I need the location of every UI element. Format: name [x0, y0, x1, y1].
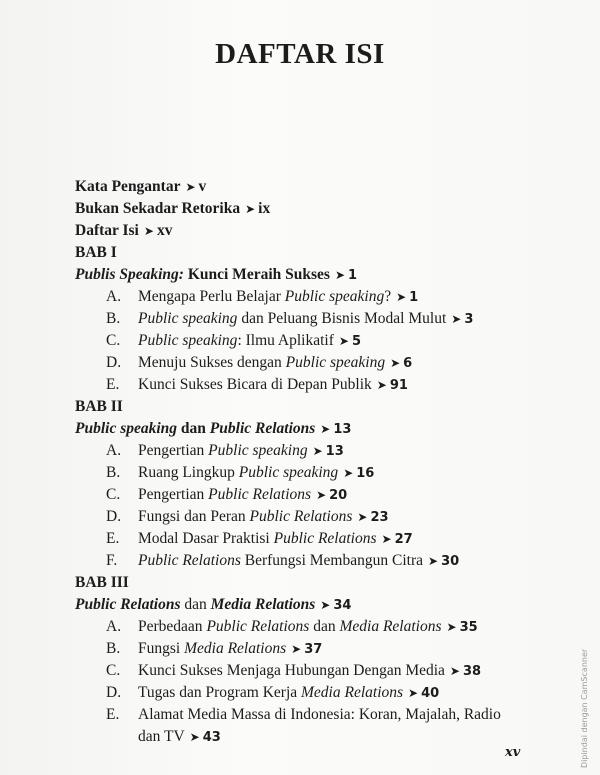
item-letter: D. — [106, 354, 122, 371]
item-text: Ruang Lingkup — [138, 464, 239, 481]
entry-label: Bukan Sekadar Retorika — [75, 200, 241, 217]
item-text: Pengertian — [138, 486, 209, 503]
entry-page: ix — [258, 200, 271, 217]
item-text: Mengapa Perlu Belajar — [138, 288, 285, 305]
item-text-italic: Public Relations — [208, 486, 312, 503]
arrow-icon: ➤ — [334, 268, 345, 282]
arrow-icon: ➤ — [449, 664, 460, 678]
arrow-icon: ➤ — [185, 180, 196, 194]
item-text-post: ? — [384, 288, 392, 305]
item-text-italic: Public speaking — [284, 288, 385, 305]
toc-entry-kata-pengantar — [75, 177, 206, 197]
entry-label: Kata Pengantar — [75, 178, 181, 195]
bab3-title-italic: Public Relations — [75, 596, 181, 613]
item-letter: B. — [106, 310, 121, 327]
bab1-title-rest: Kunci Meraih Sukses — [183, 266, 330, 283]
page-title: DAFTAR ISI — [215, 38, 385, 70]
item-letter: F. — [106, 552, 118, 569]
bab2-title — [75, 419, 351, 440]
item-letter: C. — [106, 662, 121, 679]
arrow-icon: ➤ — [343, 466, 354, 480]
item-text-italic: Public speaking — [208, 442, 308, 459]
bab3-title-italic2: Media Relations — [210, 596, 316, 613]
item-page: 40 — [421, 686, 440, 701]
item-text: Kunci Sukses Menjaga Hubungan Dengan Media — [138, 662, 445, 679]
item-text: Pengertian — [138, 442, 209, 459]
arrow-icon: ➤ — [320, 422, 331, 436]
bab1-title — [75, 265, 357, 286]
item-text-italic: Public speaking — [138, 332, 238, 349]
item-text-italic: Media Relations — [301, 684, 404, 701]
item-text-post: Berfungsi Membangun Citra — [240, 552, 423, 569]
arrow-icon: ➤ — [390, 356, 401, 370]
item-text: Kunci Sukses Bicara di Depan Publik — [138, 376, 372, 393]
item-text-italic: Public speaking — [285, 354, 386, 371]
item-letter: E. — [106, 376, 120, 393]
arrow-icon: ➤ — [291, 642, 302, 656]
arrow-icon: ➤ — [312, 444, 323, 458]
arrow-icon: ➤ — [316, 488, 327, 502]
item-letter: C. — [106, 486, 121, 503]
arrow-icon: ➤ — [189, 730, 200, 744]
bab2-title-mid: dan — [177, 420, 210, 437]
item-letter: D. — [106, 684, 122, 701]
entry-page: v — [198, 178, 207, 195]
arrow-icon: ➤ — [357, 510, 368, 524]
bab3-page: 34 — [333, 598, 352, 613]
item-text: Perbedaan — [138, 618, 207, 635]
item-text-line2: dan TV — [138, 728, 185, 745]
item-text-italic: Media Relations — [184, 640, 287, 657]
item-text: Menuju Sukses dengan — [138, 354, 286, 371]
item-text-italic: Public Relations — [138, 552, 241, 569]
bab2-heading: BAB II — [75, 398, 123, 415]
bab3-heading: BAB III — [75, 574, 129, 591]
bab1-title-italic: Publis Speaking: — [75, 266, 184, 283]
item-letter: E. — [106, 530, 120, 547]
bab1-heading: BAB I — [75, 244, 117, 261]
arrow-icon: ➤ — [446, 620, 457, 634]
toc-entry-bukan-sekadar — [75, 199, 270, 219]
item-letter: D. — [106, 508, 122, 525]
arrow-icon: ➤ — [376, 378, 387, 392]
toc-entry-daftar-isi — [75, 221, 172, 241]
item-text-italic: Public speaking — [138, 310, 238, 327]
item-text: Alamat Media Massa di Indonesia: Koran, Majalah, Radio — [138, 706, 501, 723]
item-letter: A. — [106, 442, 122, 459]
item-page: 43 — [202, 730, 221, 745]
arrow-icon: ➤ — [451, 312, 462, 326]
arrow-icon: ➤ — [338, 334, 349, 348]
entry-label: Daftar Isi — [75, 222, 139, 239]
arrow-icon: ➤ — [428, 554, 439, 568]
item-page: 91 — [389, 378, 408, 393]
item-text: Tugas dan Program Kerja — [138, 684, 302, 701]
item-page: 5 — [351, 334, 361, 349]
item-page: 6 — [403, 356, 413, 371]
item-text-post: dan Peluang Bisnis Modal Mulut — [237, 310, 447, 327]
item-letter: C. — [106, 332, 121, 349]
entry-page: xv — [156, 222, 173, 239]
item-page: 38 — [462, 664, 482, 679]
bab3-title — [75, 595, 351, 616]
item-text: Modal Dasar Praktisi — [138, 530, 274, 547]
bab1-page: 1 — [348, 268, 358, 283]
item-text-post: dan — [309, 618, 340, 635]
item-letter: A. — [106, 288, 122, 305]
item-letter: E. — [106, 706, 120, 723]
item-letter: A. — [106, 618, 122, 635]
arrow-icon: ➤ — [396, 290, 407, 304]
item-text: Fungsi — [138, 640, 185, 657]
arrow-icon: ➤ — [381, 532, 392, 546]
item-text-italic: Public speaking — [238, 464, 339, 481]
item-text-italic2: Media Relations — [339, 618, 442, 635]
bab2-page: 13 — [333, 422, 352, 437]
arrow-icon: ➤ — [143, 224, 154, 238]
item-page: 35 — [459, 620, 478, 635]
item-text-italic: Public Relations — [249, 508, 353, 525]
bab2-title-italic: Public speaking — [75, 420, 178, 437]
page-number: xv — [505, 745, 521, 760]
item-text-italic: Public Relations — [206, 618, 310, 635]
arrow-icon: ➤ — [245, 202, 256, 216]
item-page: 3 — [464, 312, 474, 327]
item-page: 30 — [441, 554, 460, 569]
item-text: Fungsi dan Peran — [138, 508, 250, 525]
item-text-post: : Ilmu Aplikatif — [237, 332, 334, 349]
arrow-icon: ➤ — [408, 686, 419, 700]
item-page: 1 — [409, 290, 419, 305]
item-page: 16 — [356, 466, 375, 481]
scanner-watermark: Dipindai dengan CamScanner — [580, 648, 589, 768]
item-page: 13 — [325, 444, 344, 459]
item-page: 27 — [394, 532, 413, 547]
item-text-italic: Public Relations — [273, 530, 377, 547]
item-page: 37 — [304, 642, 323, 657]
bab2-title-italic2: Public Relations — [209, 420, 316, 437]
item-page: 20 — [329, 488, 348, 503]
bab3-title-mid: dan — [180, 596, 211, 613]
item-letter: B. — [106, 640, 121, 657]
arrow-icon: ➤ — [320, 598, 331, 612]
item-page: 23 — [370, 510, 389, 525]
item-letter: B. — [106, 464, 121, 481]
